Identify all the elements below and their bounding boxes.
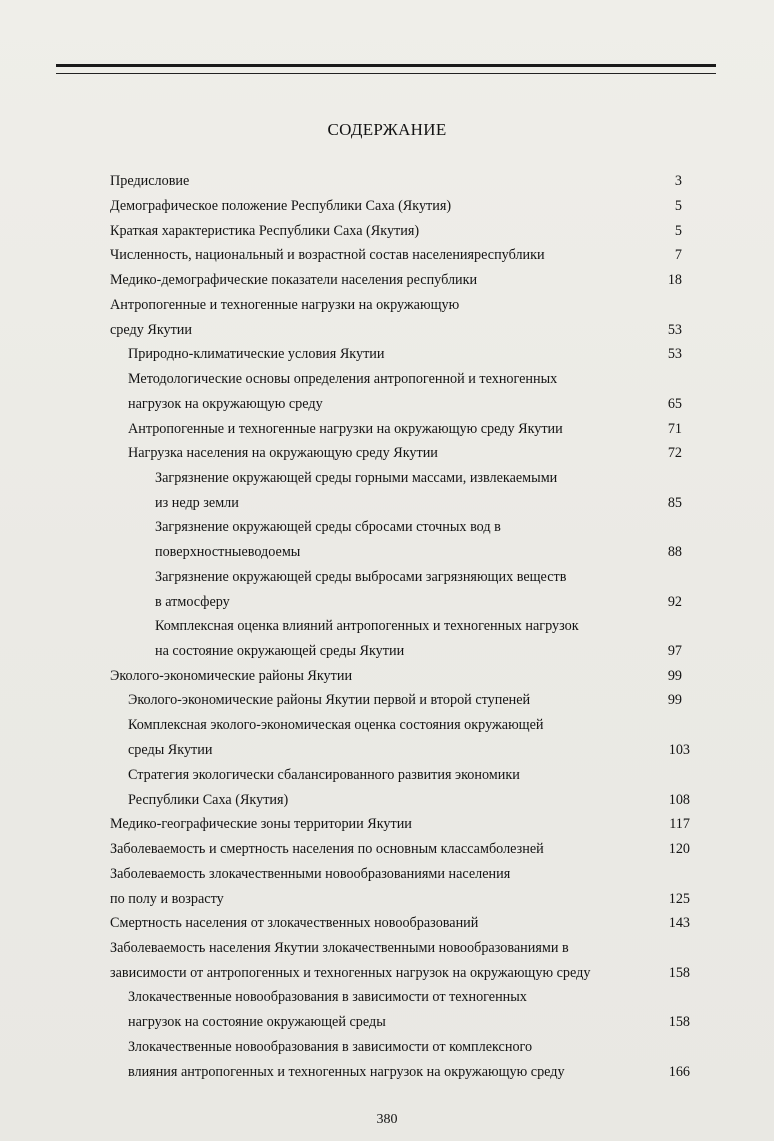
toc-entry-label: Комплексная эколого-экономическая оценка состояния окружающей (128, 717, 544, 733)
toc-entry-label-cont: влияния антропогенных и техногенных нагрузок на окружающую среду (128, 1064, 565, 1080)
toc-entry-label-cont: среды Якутии (128, 742, 213, 758)
toc-entry-label: Смертность населения от злокачественных новообразований (110, 915, 479, 931)
toc-entry-label: Численность, национальный и возрастной состав населенияреспублики (110, 247, 545, 263)
toc-entry-page: 103 (668, 742, 690, 758)
toc-entry-label: Заболеваемость злокачественными новообразованиями населения (110, 866, 511, 882)
toc-entry-label: Загрязнение окружающей среды сбросами сточных вод в (155, 519, 501, 535)
toc-entry-page: 166 (668, 1064, 690, 1080)
toc-entry-label: Злокачественные новообразования в зависимости от комплексного (128, 1039, 533, 1055)
toc-entry-label: Антропогенные и техногенные нагрузки на окружающую (110, 297, 460, 313)
page-number: 380 (376, 1112, 398, 1127)
toc-entry-page: 108 (668, 792, 690, 808)
toc-entry-page: 72 (667, 445, 682, 461)
toc-entry-page: 5 (674, 198, 682, 214)
toc-entry-label-cont: Республики Саха (Якутия) (128, 792, 289, 808)
toc-entry-page: 99 (667, 692, 682, 708)
toc-entry-page: 125 (668, 891, 690, 907)
toc-entry-label: Медико-географические зоны территории Якутии (110, 816, 412, 832)
toc-entry-label-cont: нагрузок на состояние окружающей среды (128, 1014, 386, 1030)
toc-entry-page: 5 (674, 223, 682, 239)
toc-entry-label: Медико-демографические показатели населения республики (110, 272, 478, 288)
toc-entry-label: Эколого-экономические районы Якутии первой и второй ступеней (128, 692, 531, 708)
toc-entry-label-cont: в атмосферу (155, 594, 230, 610)
toc-entry-label: Нагрузка населения на окружающую среду Якутии (128, 445, 438, 461)
toc-entry-label: Загрязнение окружающей среды горными массами, извлекаемыми (155, 470, 558, 486)
toc-entry-page: 120 (668, 841, 690, 857)
header-rule-thin (56, 73, 716, 74)
toc-entry-label: Эколого-экономические районы Якутии (110, 668, 353, 684)
toc-entry-label: Природно-климатические условия Якутии (128, 346, 385, 362)
toc-entry-label-cont: среду Якутии (110, 322, 192, 338)
toc-entry-label: Стратегия экологически сбалансированного развития экономики (128, 767, 520, 783)
toc-entry-label: Злокачественные новообразования в зависимости от техногенных (128, 989, 527, 1005)
toc-entry-label-cont: из недр земли (155, 495, 239, 511)
toc-entry-page: 92 (667, 594, 682, 610)
toc-entry-page: 99 (667, 668, 682, 684)
toc-entry-page: 18 (667, 272, 682, 288)
toc-entry-page: 143 (668, 915, 690, 931)
toc-entry-label: Заболеваемость и смертность населения по основным классамболезней (110, 841, 544, 857)
header-rule-thick (56, 64, 716, 67)
toc-entry-page: 158 (668, 965, 690, 981)
toc-entry-page: 53 (667, 346, 682, 362)
toc-entry-page: 97 (667, 643, 682, 659)
toc-entry-label: Методологические основы определения антропогенной и техногенных (128, 371, 558, 387)
toc-entry-page: 65 (667, 396, 682, 412)
toc-title: СОДЕРЖАНИЕ (327, 120, 447, 139)
toc-entry-label-cont: на состояние окружающей среды Якутии (155, 643, 405, 659)
toc-entry-page: 117 (669, 816, 690, 832)
toc-entry-page: 158 (668, 1014, 690, 1030)
toc-entry-label-cont: зависимости от антропогенных и техногенных нагрузок на окружающую среду (110, 965, 591, 981)
toc-entry-page: 71 (667, 421, 682, 437)
toc-entry-page: 7 (674, 247, 682, 263)
toc-entry-label: Краткая характеристика Республики Саха (Якутия) (110, 223, 420, 239)
toc-entry-label: Загрязнение окружающей среды выбросами загрязняющих веществ (155, 569, 567, 585)
toc-entry-label: Комплексная оценка влияний антропогенных и техногенных нагрузок (155, 618, 579, 634)
toc-entry-page: 3 (674, 173, 682, 189)
toc-entry-label-cont: по полу и возрасту (110, 891, 224, 907)
toc-entry-label: Антропогенные и техногенные нагрузки на окружающую среду Якутии (128, 421, 563, 437)
toc-entry-label: Демографическое положение Республики Саха (Якутия) (110, 198, 452, 214)
toc-entry-label-cont: нагрузок на окружающую среду (128, 396, 323, 412)
toc-entry-label: Предисловие (110, 173, 190, 189)
toc-entry-page: 88 (667, 544, 682, 560)
toc-entry-label: Заболеваемость населения Якутии злокачественными новообразованиями в (110, 940, 569, 956)
toc-entry-page: 53 (667, 322, 682, 338)
toc-entry-page: 85 (667, 495, 682, 511)
toc-entry-label-cont: поверхностныеводоемы (155, 544, 301, 560)
